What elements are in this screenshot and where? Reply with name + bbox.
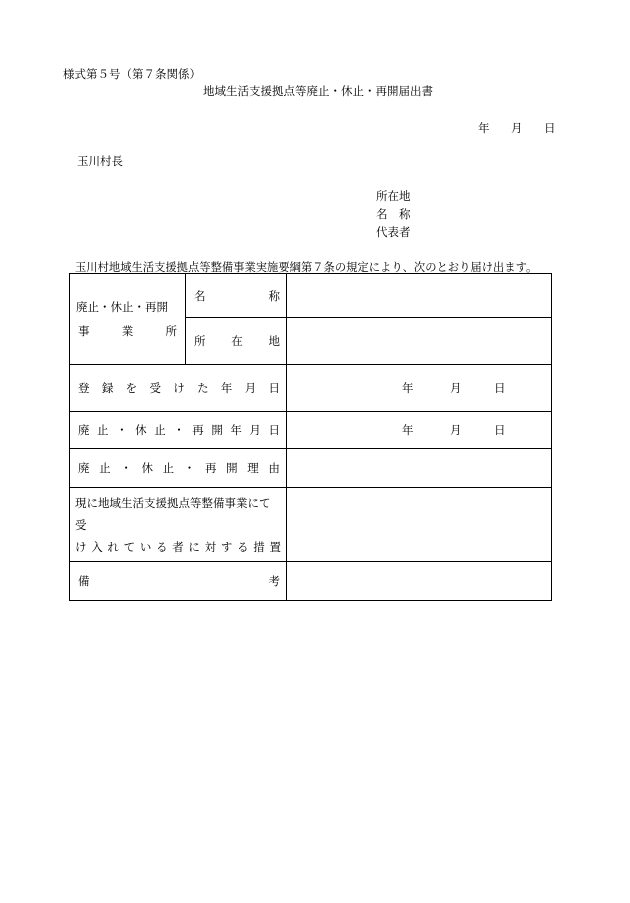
document-title: 地域生活支援拠点等廃止・休止・再開届出書: [203, 84, 433, 98]
office-name-label: 名 称: [194, 288, 280, 303]
date-year-label: 年: [478, 121, 490, 135]
date-day-label: 日: [544, 121, 556, 135]
registered-date-day: 日: [494, 381, 506, 395]
remarks-label: 備 考: [78, 574, 280, 588]
registered-date-month: 月: [450, 381, 462, 395]
measures-label-line1: 現に地域生活支援拠点等整備事業にて受: [75, 495, 271, 532]
reason-label: 廃 止 ・ 休 止 ・ 再 開 理 由: [78, 461, 280, 475]
change-date-day: 日: [494, 423, 506, 437]
change-date-year: 年: [402, 423, 414, 437]
registered-date-label: 登 録 を 受 け た 年 月 日: [78, 381, 280, 395]
remarks-value[interactable]: [287, 562, 552, 601]
reason-value[interactable]: [287, 449, 552, 488]
change-date-value[interactable]: [287, 412, 552, 449]
office-label-text: 事 業 所: [78, 324, 177, 338]
office-label-line1: 廃止・休止・再開: [76, 300, 168, 314]
applicant-address-label: 所在地: [376, 189, 411, 203]
reason-label-cell: [70, 449, 287, 488]
date-month-label: 月: [511, 121, 523, 135]
office-location-value[interactable]: [287, 318, 552, 365]
notification-table: [69, 273, 552, 601]
applicant-name-label: 名 称: [376, 207, 411, 221]
measures-value[interactable]: [287, 488, 552, 562]
registered-date-value[interactable]: [287, 365, 552, 412]
submission-date: [478, 120, 556, 136]
registered-date-label-cell: [70, 365, 287, 412]
recipient: 玉川村長: [77, 154, 123, 168]
remarks-label-cell: [70, 562, 287, 601]
measures-label-line2: け 入 れ て い る 者 に 対 す る 措 置: [75, 539, 281, 554]
change-date-month: 月: [450, 423, 462, 437]
office-location-label-cell: [186, 318, 287, 365]
registered-date-year: 年: [402, 381, 414, 395]
applicant-representative-label: 代表者: [376, 225, 411, 239]
office-location-label: 所 在 地: [194, 334, 280, 348]
statement-text: 玉川村地域生活支援拠点等整備事業実施要綱第７条の規定により、次のとおり届け出ます。: [75, 261, 538, 274]
form-number: 様式第５号（第７条関係）: [63, 67, 201, 81]
change-date-label-cell: [70, 412, 287, 449]
change-date-label: 廃 止 ・ 休 止 ・ 再 開 年 月 日: [78, 423, 280, 437]
office-label-line2: [76, 319, 179, 343]
office-name-label-cell: [186, 274, 287, 318]
measures-label-cell: [70, 488, 287, 562]
office-label-cell: [70, 274, 186, 365]
office-name-value[interactable]: [287, 274, 552, 318]
